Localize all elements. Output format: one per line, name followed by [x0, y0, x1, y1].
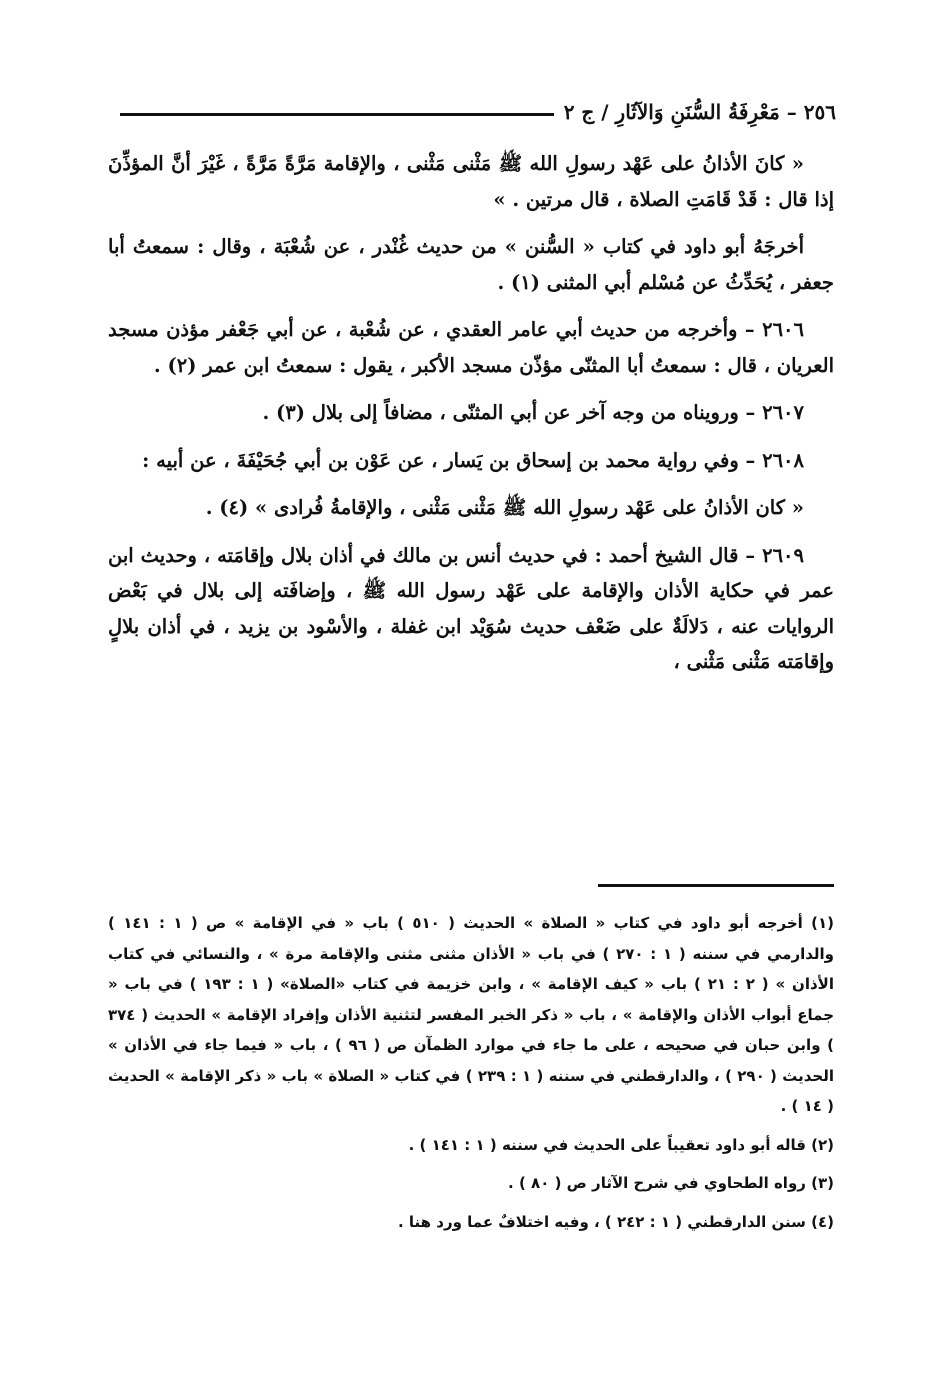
header-rule	[120, 113, 554, 116]
paragraph-takhrij: أخرجَهُ أبو داود في كتاب « السُّنن » من حديث غُنْدر ، عن شُعْبَة ، وقال : سمعتُ أبا جعفر ، يُحَدِّثُ عن مُسْلم أبي المثنى (١) .	[108, 235, 834, 294]
paragraph-2608: ٢٦٠٨ – وفي رواية محمد بن إسحاق بن يَسار ، عن عَوْن بن أبي جُحَيْفَةَ ، عن أبيه :	[142, 448, 804, 472]
footnote-rule	[598, 884, 834, 887]
footnote-1: (١) أخرجه أبو داود في كتاب « الصلاة » الحديث ( ٥١٠ ) باب « في الإقامة » ص ( ١ : ١٤١ ) والدارمي في سننه ( ١ : ٢٧٠ ) في باب « الأذان مثنى مثنى والإقامة مرة » ، والنسائي في كتاب الأذان » ( ٢ : ٢١ ) باب « كيف الإقامة » ، وابن خزيمة في كتاب «الصلاة» ( ١ : ١٩٣ ) في باب « جماع أبواب الأذان والإقامة » ، باب « ذكر الخبر المفسر لتثنية الأذان وإفراد الإقامة » الحديث ( ٣٧٤ ) وابن حبان في صحيحه ، على ما جاء في موارد الظمآن ص ( ٩٦ ) ، باب « فيما جاء في الأذان » الحديث ( ٢٩٠ ) ، والدارقطني في سننه ( ١ : ٢٣٩ ) في كتاب « الصلاة » باب « ذكر الإقامة » الحديث ( ١٤ ) .	[108, 914, 835, 1115]
footnote-4: (٤) سنن الدارقطني ( ١ : ٢٤٢ ) ، وفيه اختلافٌ عما ورد هنا .	[397, 1212, 834, 1231]
paragraph-2606: ٢٦٠٦ – وأخرجه من حديث أبي عامر العقدي ، عن شُعْبة ، عن أبي جَعْفر مؤذن مسجد العريان ، قال : سمعتُ أبا المثنّى مؤذّن مسجد الأكبر ، يقول : سمعتُ ابن عمر (٢) .	[108, 318, 834, 377]
footnote-2: (٢) قاله أبو داود تعقيباً على الحديث في سننه ( ١ : ١٤١ ) .	[408, 1135, 834, 1154]
footnote-3: (٣) رواه الطحاوي في شرح الآثار ص ( ٨٠ ) .	[508, 1174, 834, 1192]
paragraph-quote-1: « كانَ الأذانُ على عَهْد رسولِ الله ﷺ مَثْنى مَثْنى ، والإقامة مَرَّةً مَرَّةً ، غَيْرَ أنَّ المؤذِّنَ إذا قال : قَدْ قَامَتِ الصلاة ، قال مرتين . »	[108, 152, 834, 211]
footnotes	[108, 908, 834, 1237]
page-header	[120, 92, 836, 132]
running-head: ٢٥٦ – مَعْرِفَةُ السُّنَنِ وَالآثَارِ / ج ٢	[563, 100, 836, 124]
paragraph-quote-2: « كان الأذانُ على عَهْد رسولِ الله ﷺ مَثْنى مَثْنى ، والإقامةُ فُرادى » (٤) .	[205, 496, 804, 519]
main-text	[108, 146, 834, 692]
paragraph-2609: ٢٦٠٩ – قال الشيخ أحمد : في حديث أنس بن مالك في أذان بلال وإقامَته ، وحديث ابن عمر في حكاية الأذان والإقامة على عَهْد رسول الله ﷺ ، وإضافَته إلى بلال في بَعْض الروايات عنه ، دَلالَةٌ على ضَعْف حديث سُوَيْد ابن غفلة ، والأسْود بن يزيد ، في أذان بلالٍ وإقامَته مَثْنى مَثْنى ،	[108, 543, 834, 673]
paragraph-2607: ٢٦٠٧ – ورويناه من وجه آخر عن أبي المثنّى ، مضافاً إلى بلال (٣) .	[262, 401, 804, 424]
